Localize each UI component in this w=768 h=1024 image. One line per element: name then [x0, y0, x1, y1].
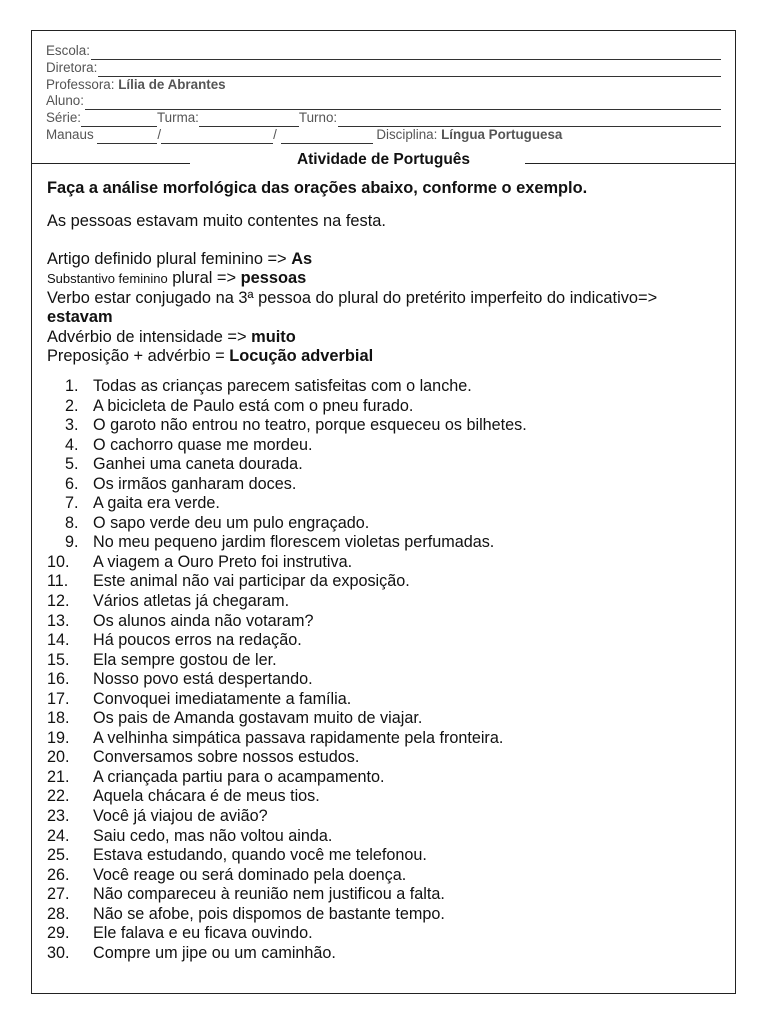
list-item — [47, 807, 527, 827]
list-item — [47, 787, 527, 807]
list-item — [47, 572, 527, 592]
item-number: 21. — [47, 767, 70, 786]
item-sentence: A gaita era verde. — [93, 494, 220, 513]
item-number: 16. — [47, 670, 70, 689]
item-sentence: O sapo verde deu um pulo engraçado. — [93, 513, 370, 532]
item-number: 2. — [65, 396, 79, 415]
item-number: 13. — [47, 611, 70, 630]
item-sentence: Ganhei uma caneta dourada. — [93, 455, 303, 474]
month-field[interactable] — [161, 131, 273, 144]
list-item — [47, 866, 527, 886]
school-header — [46, 43, 721, 144]
item-sentence: O cachorro quase me mordeu. — [93, 435, 313, 454]
analysis-line: Substantivo feminino plural => pessoas — [47, 269, 307, 288]
item-number: 8. — [65, 513, 79, 532]
item-number: 12. — [47, 592, 70, 611]
sentence-list — [47, 377, 527, 963]
list-item — [47, 690, 527, 710]
example-sentence: As pessoas estavam muito contentes na festa. — [47, 212, 386, 230]
item-sentence: O garoto não entrou no teatro, porque esqueceu os bilhetes. — [93, 416, 527, 435]
list-item — [47, 436, 527, 456]
disciplina-name: Língua Portuguesa — [441, 126, 563, 142]
list-item — [47, 885, 527, 905]
item-sentence: Ele falava e eu ficava ouvindo. — [93, 924, 313, 943]
turma-field[interactable] — [199, 114, 299, 127]
list-item — [47, 514, 527, 534]
item-sentence: Os pais de Amanda gostavam muito de viajar. — [93, 709, 423, 728]
item-sentence: Saiu cedo, mas não voltou ainda. — [93, 826, 333, 845]
analysis-line: Artigo definido plural feminino => As — [47, 250, 313, 268]
item-number: 7. — [65, 494, 79, 513]
diretora-label: Diretora: — [46, 59, 98, 75]
item-sentence: Os irmãos ganharam doces. — [93, 474, 297, 493]
turno-field[interactable] — [338, 114, 721, 127]
list-item — [47, 455, 527, 475]
item-number: 17. — [47, 689, 70, 708]
escola-row — [46, 43, 721, 60]
list-item — [47, 748, 527, 768]
list-item — [47, 553, 527, 573]
list-item — [47, 905, 527, 925]
item-sentence: Os alunos ainda não votaram? — [93, 611, 314, 630]
date-row — [46, 127, 721, 144]
list-item — [47, 377, 527, 397]
professora-name: Lília de Abrantes — [118, 76, 226, 92]
list-item — [47, 494, 527, 514]
year-field[interactable] — [281, 131, 373, 144]
item-number: 27. — [47, 885, 70, 904]
instruction: Faça a análise morfológica das orações abaixo, conforme o exemplo. — [47, 179, 588, 197]
date-separator: / — [273, 126, 277, 142]
item-number: 22. — [47, 787, 70, 806]
analysis-line: estavam — [47, 308, 113, 327]
list-item — [47, 670, 527, 690]
item-number: 1. — [65, 377, 79, 395]
item-sentence: Compre um jipe ou um caminhão. — [93, 943, 336, 962]
list-item — [47, 533, 527, 553]
item-sentence: A viagem a Ouro Preto foi instrutiva. — [93, 552, 353, 571]
escola-field[interactable] — [91, 47, 721, 60]
list-item — [47, 827, 527, 847]
item-sentence: Nosso povo está despertando. — [93, 670, 313, 689]
item-number: 28. — [47, 904, 70, 923]
list-item — [47, 944, 527, 964]
list-item — [47, 475, 527, 495]
item-sentence: Ela sempre gostou de ler. — [93, 650, 277, 669]
example-analysis — [47, 250, 657, 366]
professora-row — [46, 77, 721, 94]
list-item — [47, 592, 527, 612]
serie-row — [46, 110, 721, 127]
item-sentence: Você já viajou de avião? — [93, 807, 268, 826]
page-title: Atividade de Português — [296, 151, 471, 168]
manaus-label: Manaus — [46, 126, 94, 142]
list-item — [47, 631, 527, 651]
item-number: 30. — [47, 943, 70, 962]
item-number: 26. — [47, 865, 70, 884]
analysis-line: Verbo estar conjugado na 3ª pessoa do plural do pretérito imperfeito do indicativo=> — [47, 288, 658, 307]
list-item — [47, 612, 527, 632]
item-sentence: Estava estudando, quando você me telefonou. — [93, 846, 427, 865]
item-sentence: Convoquei imediatamente a família. — [93, 689, 352, 708]
turma-label: Turma: — [156, 110, 199, 126]
diretora-row — [46, 60, 721, 77]
aluno-label: Aluno: — [46, 93, 84, 109]
item-number: 19. — [47, 728, 70, 747]
item-number: 14. — [47, 631, 70, 650]
list-item — [47, 709, 527, 729]
turno-label: Turno: — [298, 110, 338, 126]
disciplina-label: Disciplina: — [376, 126, 438, 142]
list-item — [47, 729, 527, 749]
item-number: 25. — [47, 846, 70, 865]
item-sentence: No meu pequeno jardim florescem violetas perfumadas. — [93, 533, 495, 552]
analysis-line: Preposição + advérbio = Locução adverbial — [47, 347, 374, 366]
item-number: 10. — [47, 552, 70, 571]
item-number: 6. — [65, 474, 79, 493]
item-sentence: Aquela chácara é de meus tios. — [93, 787, 320, 806]
item-sentence: Todas as crianças parecem satisfeitas com o lanche. — [93, 377, 472, 395]
title-rule-right — [525, 163, 735, 164]
item-sentence: A criançada partiu para o acampamento. — [93, 767, 385, 786]
list-item — [47, 846, 527, 866]
item-number: 24. — [47, 826, 70, 845]
item-sentence: Não compareceu à reunião nem justificou a falta. — [93, 885, 445, 904]
item-number: 20. — [47, 748, 70, 767]
aluno-row — [46, 93, 721, 110]
list-item — [47, 651, 527, 671]
list-item — [47, 416, 527, 436]
item-number: 5. — [65, 455, 79, 474]
item-sentence: A velhinha simpática passava rapidamente pela fronteira. — [93, 728, 504, 747]
day-field[interactable] — [97, 131, 157, 144]
item-sentence: Você reage ou será dominado pela doença. — [93, 865, 407, 884]
title-bar — [32, 151, 735, 173]
item-number: 11. — [47, 572, 69, 591]
item-number: 18. — [47, 709, 70, 728]
item-sentence: A bicicleta de Paulo está com o pneu furado. — [93, 396, 414, 415]
list-item — [47, 924, 527, 944]
item-number: 23. — [47, 807, 70, 826]
diretora-field[interactable] — [98, 64, 721, 77]
analysis-line: Advérbio de intensidade => muito — [47, 327, 296, 346]
item-sentence: Conversamos sobre nossos estudos. — [93, 748, 360, 767]
item-number: 3. — [65, 416, 79, 435]
item-sentence: Há poucos erros na redação. — [93, 631, 302, 650]
item-sentence: Não se afobe, pois dispomos de bastante tempo. — [93, 904, 445, 923]
item-number: 4. — [65, 435, 79, 454]
item-sentence: Este animal não vai participar da exposição. — [93, 572, 410, 591]
serie-field[interactable] — [81, 114, 157, 127]
list-item — [47, 768, 527, 788]
item-sentence: Vários atletas já chegaram. — [93, 592, 290, 611]
item-number: 29. — [47, 924, 70, 943]
aluno-field[interactable] — [85, 97, 721, 110]
list-item — [47, 397, 527, 417]
date-separator: / — [157, 126, 162, 142]
professora-label: Professora: — [46, 76, 115, 92]
escola-label: Escola: — [46, 43, 90, 58]
serie-label: Série: — [46, 110, 81, 126]
worksheet — [31, 30, 736, 994]
item-number: 15. — [47, 650, 70, 669]
item-number: 9. — [65, 533, 79, 552]
